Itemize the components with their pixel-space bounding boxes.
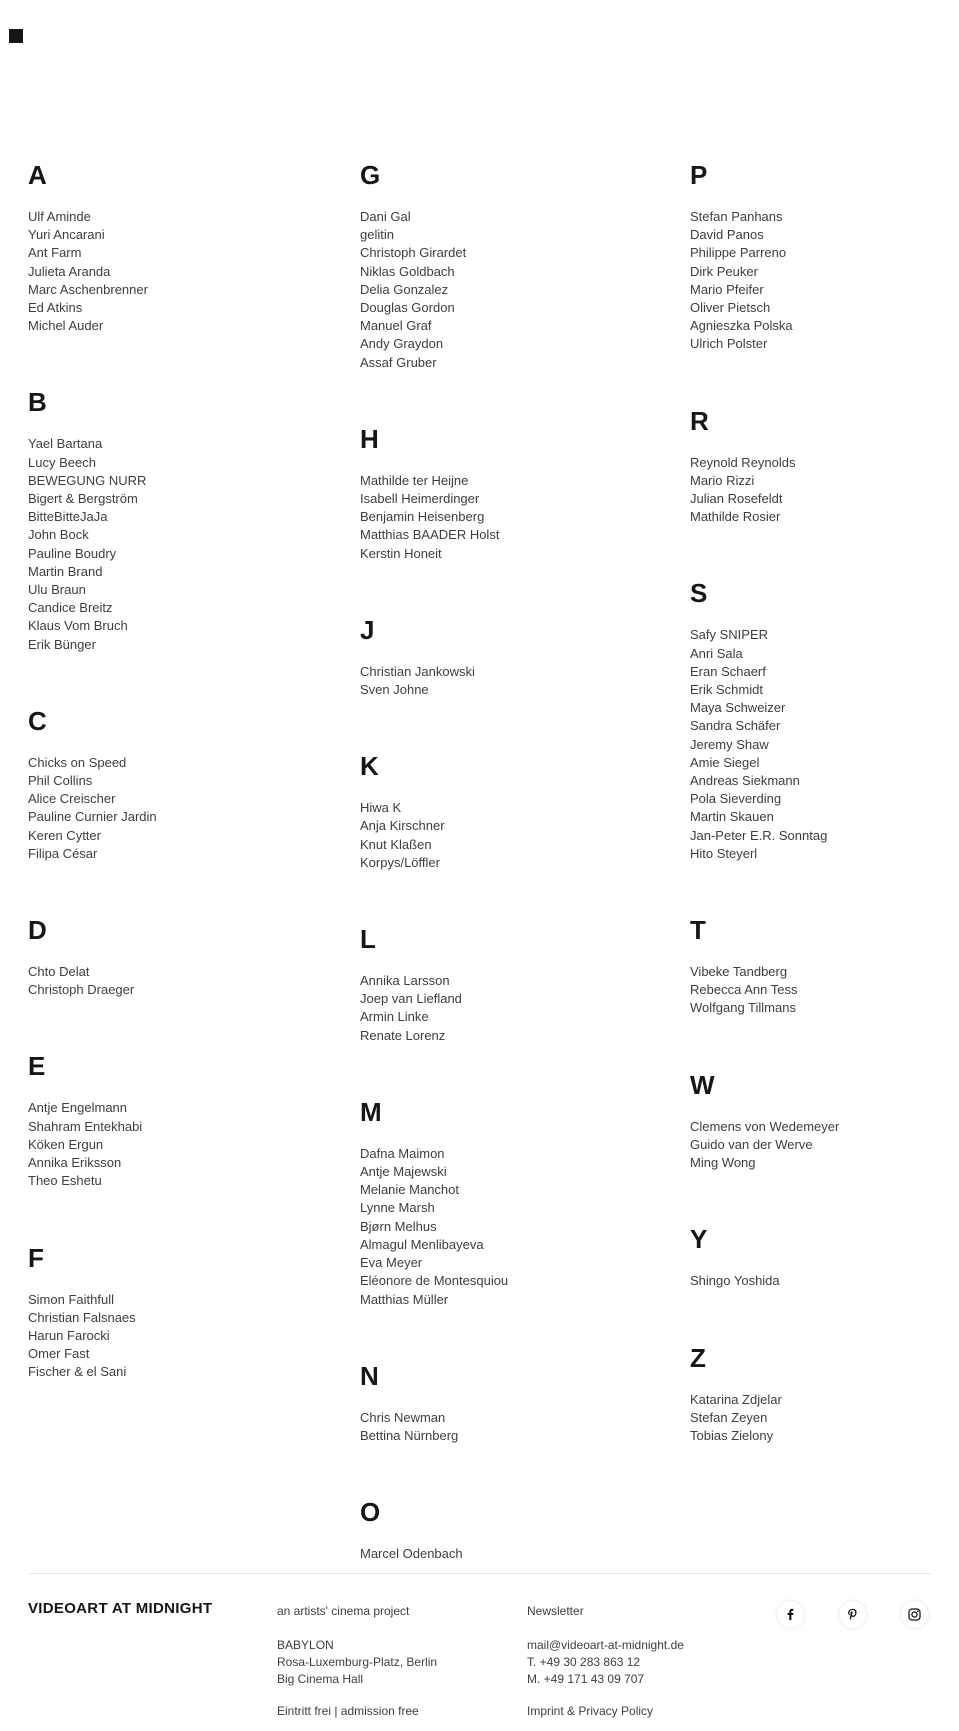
artist-link[interactable]: Hiwa K — [360, 800, 402, 816]
artist-link[interactable]: Theo Eshetu — [28, 1173, 102, 1189]
artist-list — [690, 963, 948, 1018]
letter-section — [360, 751, 675, 872]
artist-link[interactable]: Delia Gonzalez — [360, 281, 449, 297]
artist-link[interactable]: Keren Cytter — [28, 827, 101, 843]
artist-link[interactable]: Pauline Curnier Jardin — [28, 809, 157, 825]
artist-link[interactable]: Anja Kirschner — [360, 818, 445, 834]
artist-link[interactable]: Martin Brand — [28, 563, 103, 579]
artist-list — [690, 208, 948, 354]
artist-list — [690, 454, 948, 527]
letter-section — [360, 1361, 675, 1445]
artist-link[interactable]: Stefan Zeyen — [690, 1409, 768, 1425]
artist-link[interactable]: Ulf Aminde — [28, 209, 91, 224]
artist-link[interactable]: Niklas Goldbach — [360, 263, 455, 279]
artist-link[interactable]: Marcel Odenbach — [360, 1546, 463, 1562]
letter-section — [28, 387, 343, 653]
artist-link[interactable]: Christoph Girardet — [360, 245, 467, 261]
artist-link[interactable]: Tobias Zielony — [690, 1427, 774, 1443]
artist-link[interactable]: Annika Larsson — [360, 973, 450, 989]
artist-link[interactable]: Sven Johne — [360, 682, 429, 698]
phone-number: T. +49 30 283 863 12 — [527, 1655, 641, 1669]
top-left-logo-mark[interactable] — [9, 29, 23, 43]
artist-link[interactable]: Armin Linke — [360, 1009, 429, 1025]
artist-link[interactable]: Hito Steyerl — [690, 845, 758, 861]
artist-link[interactable]: Philippe Parreno — [690, 245, 787, 261]
venue-name: BABYLON — [277, 1638, 334, 1652]
artist-list — [28, 435, 343, 653]
artist-link[interactable]: Safy SNIPER — [690, 627, 769, 643]
artist-link[interactable]: Pauline Boudry — [28, 545, 117, 561]
artist-link[interactable]: Phil Collins — [28, 773, 93, 789]
artist-link[interactable]: Renate Lorenz — [360, 1027, 446, 1043]
artist-link[interactable]: Agnieszka Polska — [690, 318, 793, 334]
artist-link[interactable]: Erik Bünger — [28, 636, 96, 652]
section-letter-heading: K — [360, 751, 379, 782]
artist-link[interactable]: Sandra Schäfer — [690, 718, 781, 734]
artist-link[interactable]: Guido van der Werve — [690, 1136, 813, 1152]
artist-link[interactable]: Omer Fast — [28, 1346, 90, 1362]
artist-link[interactable]: Köken Ergun — [28, 1136, 104, 1152]
section-letter-heading: F — [28, 1242, 45, 1273]
artist-link[interactable]: Andreas Siekmann — [690, 773, 800, 789]
pinterest-icon[interactable] — [838, 1600, 867, 1629]
artist-link[interactable]: Katarina Zdjelar — [690, 1391, 782, 1407]
artist-link[interactable]: Michel Auder — [28, 318, 104, 334]
artist-list — [28, 754, 343, 863]
artist-link[interactable]: Joep van Liefland — [360, 991, 462, 1007]
artist-link[interactable]: Christian Falsnaes — [28, 1309, 136, 1325]
artist-link[interactable]: Martin Skauen — [690, 809, 774, 825]
section-letter-heading: P — [690, 160, 708, 190]
artist-list — [360, 799, 675, 872]
artist-link[interactable]: Reynold Reynolds — [690, 454, 796, 470]
artist-list — [28, 1099, 343, 1190]
artist-link[interactable]: Christian Jankowski — [360, 663, 475, 679]
artist-link[interactable]: Antje Majewski — [360, 1164, 447, 1180]
artist-link[interactable]: Mathilde ter Heijne — [360, 472, 469, 488]
artist-link[interactable]: Jeremy Shaw — [690, 736, 769, 752]
artist-link[interactable]: Ed Atkins — [28, 300, 83, 316]
artist-link[interactable]: Assaf Gruber — [360, 354, 437, 370]
artist-link[interactable]: gelitin — [360, 227, 394, 243]
email-link[interactable]: mail@videoart-at-midnight.de — [527, 1638, 684, 1652]
artist-list — [360, 1545, 675, 1563]
artist-link[interactable]: Ulu Braun — [28, 582, 86, 598]
letter-section — [28, 1051, 343, 1190]
site-logo[interactable]: VIDEOART AT MIDNIGHT — [28, 1600, 213, 1617]
artist-link[interactable]: Lynne Marsh — [360, 1200, 435, 1216]
artist-link[interactable]: Matthias BAADER Holst — [360, 527, 500, 543]
section-letter-heading: M — [360, 1096, 382, 1127]
letter-section — [690, 1224, 948, 1290]
artist-link[interactable]: Chicks on Speed — [28, 754, 127, 770]
artist-link[interactable]: Rebecca Ann Tess — [690, 982, 798, 998]
section-letter-heading: R — [690, 405, 709, 436]
artist-link[interactable]: Mathilde Rosier — [690, 509, 781, 525]
artist-link[interactable]: Julieta Aranda — [28, 263, 111, 279]
section-letter-heading: Z — [690, 1342, 707, 1373]
letter-section — [28, 706, 343, 863]
letter-section — [690, 915, 948, 1018]
artist-link[interactable]: Amie Siegel — [690, 754, 760, 770]
artist-list — [360, 1145, 675, 1309]
artist-link[interactable]: Anri Sala — [690, 645, 743, 661]
artist-link[interactable]: Stefan Panhans — [690, 209, 783, 224]
letter-section — [28, 160, 343, 335]
footer-tagline: an artists' cinema project — [277, 1604, 410, 1618]
letter-section — [360, 615, 675, 699]
letter-section — [28, 915, 343, 999]
venue-hall: Big Cinema Hall — [277, 1672, 364, 1686]
artist-link[interactable]: Andy Graydon — [360, 336, 444, 352]
artist-link[interactable]: Yuri Ancarani — [28, 227, 105, 243]
artist-link[interactable]: Mario Rizzi — [690, 472, 755, 488]
artist-list — [360, 1409, 675, 1445]
footer-contact-column — [527, 1603, 684, 1720]
artist-link[interactable]: Antje Engelmann — [28, 1100, 128, 1116]
artist-link[interactable]: Clemens von Wedemeyer — [690, 1118, 840, 1134]
letter-section — [360, 160, 675, 372]
artist-link[interactable]: Korpys/Löffler — [360, 854, 440, 870]
letter-section — [690, 160, 948, 354]
footer-venue-column — [277, 1603, 437, 1720]
artist-link[interactable]: Yael Bartana — [28, 436, 103, 452]
section-letter-heading: W — [690, 1069, 715, 1100]
artist-link[interactable]: Filipa César — [28, 845, 98, 861]
section-letter-heading: A — [28, 160, 47, 190]
section-letter-heading: L — [360, 924, 377, 955]
section-letter-heading: D — [28, 915, 47, 946]
artist-link[interactable]: Chris Newman — [360, 1409, 446, 1425]
artist-link[interactable]: Melanie Manchot — [360, 1182, 459, 1198]
artist-link[interactable]: Candice Breitz — [28, 600, 113, 616]
artist-link[interactable]: Pola Sieverding — [690, 791, 782, 807]
artist-link[interactable]: BEWEGUNG NURR — [28, 472, 147, 488]
letter-section — [690, 578, 948, 863]
artist-link[interactable]: Eléonore de Montesquiou — [360, 1273, 509, 1289]
section-letter-heading: E — [28, 1051, 46, 1082]
letter-section — [360, 424, 675, 563]
social-links — [776, 1600, 929, 1629]
letter-section — [360, 924, 675, 1045]
admission-note: Eintritt frei | admission free — [277, 1704, 419, 1718]
artist-link[interactable]: Annika Eriksson — [28, 1155, 122, 1171]
artist-list — [690, 1391, 948, 1446]
artist-link[interactable]: Fischer & el Sani — [28, 1364, 127, 1380]
section-letter-heading: J — [360, 614, 375, 645]
artist-link[interactable]: Bjørn Melhus — [360, 1218, 437, 1234]
letter-section — [690, 1070, 948, 1173]
artist-list — [28, 1291, 343, 1382]
artist-link[interactable]: Ant Farm — [28, 245, 82, 261]
artist-link[interactable]: David Panos — [690, 227, 764, 243]
section-letter-heading: T — [690, 915, 707, 946]
section-letter-heading: S — [690, 578, 708, 609]
section-letter-heading: B — [28, 387, 47, 418]
letter-section — [360, 1497, 675, 1563]
letter-section — [360, 1097, 675, 1309]
artist-link[interactable]: Wolfgang Tillmans — [690, 1000, 796, 1016]
artist-link[interactable]: Shingo Yoshida — [690, 1273, 780, 1289]
artist-list — [690, 626, 948, 863]
directory-column — [360, 160, 675, 1615]
artist-link[interactable]: Oliver Pietsch — [690, 300, 771, 316]
section-letter-heading: C — [28, 705, 47, 736]
artist-list — [360, 208, 675, 372]
artist-link[interactable]: Kerstin Honeit — [360, 545, 442, 561]
artist-link[interactable]: Dirk Peuker — [690, 263, 758, 279]
artist-link[interactable]: Benjamin Heisenberg — [360, 509, 485, 525]
artist-list — [690, 1272, 948, 1290]
mobile-number: M. +49 171 43 09 707 — [527, 1672, 645, 1686]
artist-link[interactable]: Manuel Graf — [360, 318, 432, 334]
artist-link[interactable]: Simon Faithfull — [28, 1291, 114, 1307]
artist-link[interactable]: Eva Meyer — [360, 1255, 423, 1271]
letter-section — [690, 1343, 948, 1446]
artist-list — [360, 663, 675, 699]
artist-link[interactable]: Eran Schaerf — [690, 663, 766, 679]
artist-list — [28, 963, 343, 999]
letter-section — [690, 406, 948, 527]
artist-link[interactable]: Julian Rosefeldt — [690, 491, 783, 507]
artist-link[interactable]: Dani Gal — [360, 209, 411, 224]
directory-column — [28, 160, 343, 1434]
artist-link[interactable]: Knut Klaßen — [360, 836, 432, 852]
artist-link[interactable]: Vibeke Tandberg — [690, 964, 788, 980]
venue-address: Rosa-Luxemburg-Platz, Berlin — [277, 1655, 438, 1669]
artist-link[interactable]: Alice Creischer — [28, 791, 116, 807]
artist-link[interactable]: Harun Farocki — [28, 1327, 110, 1343]
artist-link[interactable]: Bettina Nürnberg — [360, 1427, 459, 1443]
artist-link[interactable]: Dafna Maimon — [360, 1145, 445, 1161]
artist-link[interactable]: Erik Schmidt — [690, 682, 763, 698]
artist-link[interactable]: Chto Delat — [28, 964, 90, 980]
artist-link[interactable]: Shahram Entekhabi — [28, 1118, 143, 1134]
instagram-icon[interactable] — [900, 1600, 929, 1629]
artist-link[interactable]: Almagul Menlibayeva — [360, 1236, 484, 1252]
artist-list — [360, 972, 675, 1045]
artist-link[interactable]: Klaus Vom Bruch — [28, 618, 128, 634]
artist-list — [690, 1118, 948, 1173]
artist-link[interactable]: Christoph Draeger — [28, 982, 135, 998]
letter-section — [28, 1243, 343, 1382]
artist-link[interactable]: Maya Schweizer — [690, 700, 786, 716]
artist-link[interactable]: Marc Aschenbrenner — [28, 281, 148, 297]
directory-column — [690, 160, 948, 1497]
section-letter-heading: N — [360, 1360, 379, 1391]
section-letter-heading: H — [360, 423, 379, 454]
artist-link[interactable]: John Bock — [28, 527, 89, 543]
artist-link[interactable]: BitteBitteJaJa — [28, 509, 108, 525]
artist-link[interactable]: Matthias Müller — [360, 1291, 449, 1307]
artist-link[interactable]: Ulrich Polster — [690, 336, 768, 352]
section-letter-heading: O — [360, 1497, 381, 1528]
artist-link[interactable]: Ming Wong — [690, 1155, 756, 1171]
facebook-icon[interactable] — [776, 1600, 805, 1629]
footer-divider — [27, 1573, 932, 1574]
artist-list — [28, 208, 343, 335]
section-letter-heading: G — [360, 160, 381, 190]
artist-link[interactable]: Jan-Peter E.R. Sonntag — [690, 827, 828, 843]
artist-link[interactable]: Isabell Heimerdinger — [360, 491, 480, 507]
artist-link[interactable]: Lucy Beech — [28, 454, 96, 470]
artist-link[interactable]: Bigert & Bergström — [28, 491, 138, 507]
artist-link[interactable]: Mario Pfeifer — [690, 281, 764, 297]
artist-list — [360, 472, 675, 563]
newsletter-link[interactable]: Newsletter — [527, 1604, 584, 1618]
imprint-privacy-link[interactable]: Imprint & Privacy Policy — [527, 1704, 654, 1718]
section-letter-heading: Y — [690, 1224, 708, 1255]
artist-link[interactable]: Douglas Gordon — [360, 300, 455, 316]
